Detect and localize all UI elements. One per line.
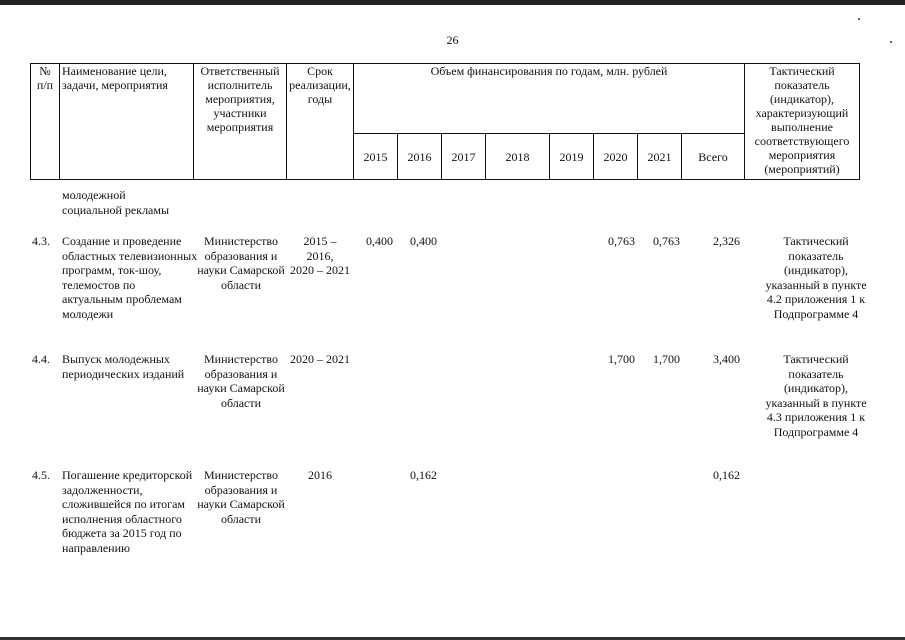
row-number: 4.4.: [32, 352, 50, 366]
page-number: 26: [446, 33, 459, 47]
value-2021: 1,700: [653, 352, 680, 366]
value-2015: 0,400: [366, 234, 393, 248]
row-responsible: Министерство образования и науки Самарской области: [197, 234, 285, 292]
header-term: Срок реализации, годы: [287, 64, 354, 180]
header-year: 2015: [354, 134, 398, 180]
row-indicator: Тактический показатель (индикатор), указанный в пункте 4.2 приложения 1 к Подпрограмме 4: [765, 234, 867, 321]
header-year: 2016: [398, 134, 442, 180]
header-year: 2018: [486, 134, 550, 180]
header-year: 2020: [594, 134, 638, 180]
value-2020: 0,763: [608, 234, 635, 248]
row-responsible: Министерство образования и науки Самарской области: [197, 352, 285, 410]
header-year: 2019: [550, 134, 594, 180]
row-term: 2016: [308, 468, 332, 482]
header-responsible: Ответственный исполнитель мероприятия, участники мероприятия: [194, 64, 287, 180]
header-year: 2017: [442, 134, 486, 180]
row-number: 4.5.: [32, 468, 50, 482]
value-2021: 0,763: [653, 234, 680, 248]
row-name: Погашение кредиторской задолженности, сложившейся по итогам исполнения областного бюджета за 2015 год по направлению: [62, 468, 193, 555]
value-total: 2,326: [713, 234, 740, 248]
header-name: Наименование цели, задачи, мероприятия: [60, 64, 194, 180]
header-year: 2021: [638, 134, 682, 180]
row-term: 2020 – 2021: [290, 352, 350, 366]
continuation-text: молодежной социальной рекламы: [62, 188, 170, 217]
row-responsible: Министерство образования и науки Самарской области: [197, 468, 285, 526]
value-2020: 1,700: [608, 352, 635, 366]
row-indicator: Тактический показатель (индикатор), указанный в пункте 4.3 приложения 1 к Подпрограмме 4: [765, 352, 867, 439]
scan-top-border: [0, 0, 905, 5]
row-name: Выпуск молодежных периодических изданий: [62, 352, 185, 381]
table-header: [30, 63, 860, 180]
value-2016: 0,400: [410, 234, 437, 248]
header-indicator: Тактический показатель (индикатор), характеризующий выполнение соответствующего мероприятия (мероприятий): [745, 64, 860, 180]
value-2016: 0,162: [410, 468, 437, 482]
header-num: № п/п: [31, 64, 60, 180]
value-total: 0,162: [713, 468, 740, 482]
header-funding: Объем финансирования по годам, млн. рублей: [354, 64, 745, 134]
scan-speck: [858, 18, 860, 20]
row-name: Создание и проведение областных телевизионных программ, ток-шоу, телемостов по актуальным проблемам молодежи: [62, 234, 198, 321]
row-term: 2015 – 2016, 2020 – 2021: [290, 234, 350, 277]
row-number: 4.3.: [32, 234, 50, 248]
header-year-total: Всего: [682, 134, 745, 180]
value-total: 3,400: [713, 352, 740, 366]
